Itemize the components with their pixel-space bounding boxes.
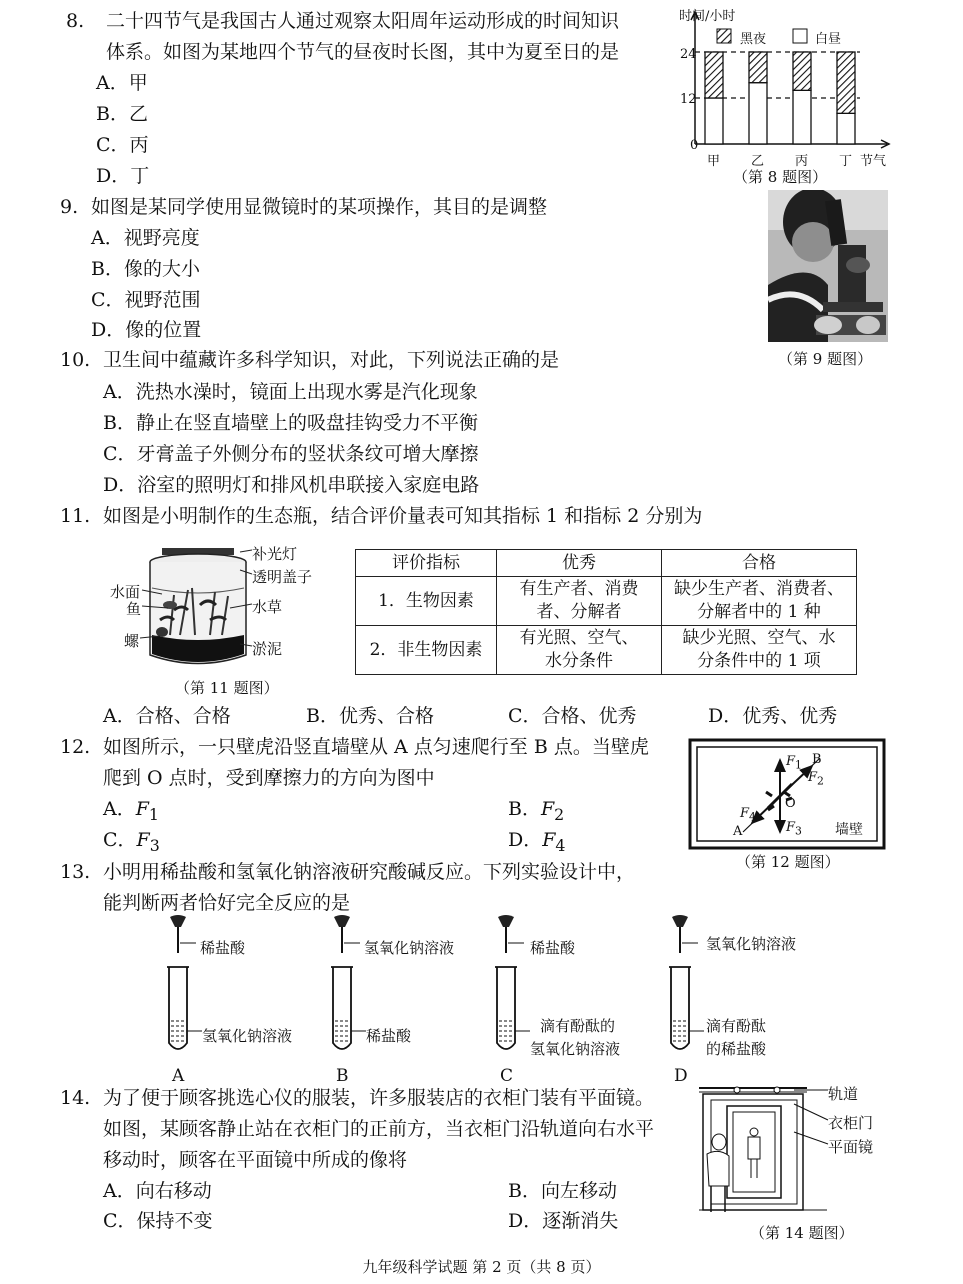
q9-option-d: D．像的位置 xyxy=(91,319,202,341)
setup-a-dropper-label: 稀盐酸 xyxy=(200,939,246,957)
xtick-jia: 甲 xyxy=(707,154,721,169)
q9-option-a: A．视野亮度 xyxy=(91,227,200,249)
microscope-photo xyxy=(768,190,888,342)
bar-day-3 xyxy=(793,90,811,144)
q12-stem-line1: 如图所示，一只壁虎沿竖直墙壁从 A 点匀速爬行至 B 点。当壁虎 xyxy=(103,736,649,758)
setup-d-letter: D xyxy=(674,1066,688,1086)
setup-b-tube-label: 稀盐酸 xyxy=(366,1027,412,1045)
q10-option-b: B．静止在竖直墙壁上的吸盘挂钩受力不平衡 xyxy=(103,412,478,434)
q12-option-d: D．$F_4$ xyxy=(508,829,566,855)
fig-label-b: B xyxy=(812,752,822,767)
setup-d-tube-label-1: 滴有酚酞 xyxy=(706,1017,767,1035)
test-tube-3 xyxy=(497,967,515,1049)
label-snail: 螺 xyxy=(124,632,140,650)
q10-option-c: C．牙膏盖子外侧分布的竖状条纹可增大摩擦 xyxy=(103,443,479,465)
label-rail: 轨道 xyxy=(828,1085,859,1103)
q14-stem-line1: 为了便于顾客挑选心仪的服装，许多服装店的衣柜门装有平面镜。 xyxy=(103,1087,655,1109)
q14-caption: （第 14 题图） xyxy=(750,1224,854,1242)
q14-stem-line3: 移动时，顾客在平面镜中所成的像将 xyxy=(103,1149,408,1171)
evaluation-table xyxy=(355,549,857,675)
q11-option-a: A．合格、合格 xyxy=(103,705,231,727)
q14-option-d: D．逐渐消失 xyxy=(508,1210,619,1232)
q9-option-c: C．视野范围 xyxy=(91,289,201,311)
q12-option-a: A．$F_1$ xyxy=(103,798,159,824)
ytick-24: 24 xyxy=(680,47,697,62)
label-water: 水面 xyxy=(110,583,141,601)
q14-option-c: C．保持不变 xyxy=(103,1210,213,1232)
table-cell-index: 2．非生物因素 xyxy=(356,626,497,675)
dropper-bulb-2 xyxy=(334,915,350,927)
ytick-12: 12 xyxy=(680,92,697,107)
dropper-bulb-3 xyxy=(498,915,514,927)
q12-option-c: C．$F_3$ xyxy=(103,829,160,855)
q8-caption: （第 8 题图） xyxy=(733,168,828,186)
table-cell-good: 有光照、空气、 水分条件 xyxy=(497,626,662,675)
setup-b-dropper-label: 氢氧化钠溶液 xyxy=(364,939,455,957)
legend-night-label: 黑夜 xyxy=(740,32,767,47)
q10-option-a: A．洗热水澡时，镜面上出现水雾是汽化现象 xyxy=(103,381,478,403)
label-door: 衣柜门 xyxy=(828,1114,874,1132)
bar-night-2 xyxy=(749,52,767,83)
bar-night-1 xyxy=(705,52,723,98)
q13-stem-line2: 能判断两者恰好完全反应的是 xyxy=(103,892,351,914)
q10-stem: 卫生间中蕴藏许多科学知识，对此，下列说法正确的是 xyxy=(103,349,560,371)
q8-option-c: C．丙 xyxy=(96,134,149,156)
q12-option-b: B．$F_2$ xyxy=(508,798,565,824)
q11-caption: （第 11 题图） xyxy=(175,679,279,697)
setup-d-dropper-label: 氢氧化钠溶液 xyxy=(706,935,797,953)
q12-number: 12. xyxy=(60,736,91,758)
label-grass: 水草 xyxy=(252,598,283,616)
test-tube-2 xyxy=(333,967,351,1049)
setup-a-letter: A xyxy=(172,1066,185,1086)
test-tube-4 xyxy=(671,967,689,1049)
table-cell-index: 1．生物因素 xyxy=(356,577,497,626)
legend-night-swatch xyxy=(717,29,731,43)
bar-day-2 xyxy=(749,83,767,144)
q8-number: 8. xyxy=(66,10,85,32)
q8-option-b: B．乙 xyxy=(96,103,148,125)
fig-label-a: A xyxy=(733,824,743,839)
q11-stem: 如图是小明制作的生态瓶，结合评价量表可知其指标 1 和指标 2 分别为 xyxy=(103,505,703,527)
bar-night-4 xyxy=(837,52,855,113)
dropper-bulb-1 xyxy=(170,915,186,927)
legend-day-swatch xyxy=(793,29,807,43)
setup-d-tube-label-2: 的稀盐酸 xyxy=(706,1040,767,1058)
wardrobe-leader-lines xyxy=(790,1082,830,1152)
table-cell-good: 有生产者、消费 者、分解者 xyxy=(497,577,662,626)
q8-stem-line1: 二十四节气是我国古人通过观察太阳周年运动形成的时间知识 xyxy=(106,10,620,32)
q10-number: 10. xyxy=(60,349,91,371)
chart-ylabel: 时间/小时 xyxy=(679,9,736,24)
fig-label-f4: $F_4$ xyxy=(740,806,756,824)
label-mud: 淤泥 xyxy=(252,640,283,658)
q9-number: 9. xyxy=(60,196,79,218)
setup-c-dropper-label: 稀盐酸 xyxy=(530,939,576,957)
setup-a-tube-label: 氢氧化钠溶液 xyxy=(202,1027,293,1045)
table-cell-pass: 缺少生产者、消费者、 分解者中的 1 种 xyxy=(662,577,857,626)
label-lamp: 补光灯 xyxy=(252,545,298,563)
q12-stem-line2: 爬到 O 点时，受到摩擦力的方向为图中 xyxy=(103,767,435,789)
fig-label-f3: $F_3$ xyxy=(786,820,802,838)
q11-option-c: C．合格、优秀 xyxy=(508,705,637,727)
q8-option-a: A．甲 xyxy=(96,72,148,94)
q8-stem-line2: 体系。如图为某地四个节气的昼夜时长图，其中为夏至日的是 xyxy=(106,41,620,63)
q14-stem-line2: 如图，某顾客静止站在衣柜门的正前方，当衣柜门沿轨道向右水平 xyxy=(103,1118,655,1140)
q11-number: 11. xyxy=(60,505,91,527)
xtick-ding: 丁 xyxy=(839,154,853,169)
q11-option-b: B．优秀、合格 xyxy=(306,705,434,727)
q10-option-d: D．浴室的照明灯和排风机串联接入家庭电路 xyxy=(103,474,480,496)
table-header-index: 评价指标 xyxy=(356,550,497,577)
q9-caption: （第 9 题图） xyxy=(778,350,873,368)
q14-number: 14. xyxy=(60,1087,91,1109)
label-fish: 鱼 xyxy=(126,600,142,618)
bar-day-4 xyxy=(837,113,855,144)
ytick-0: 0 xyxy=(690,138,699,153)
bar-day-1 xyxy=(705,98,723,144)
table-row xyxy=(356,626,857,675)
bar-night-3 xyxy=(793,52,811,90)
table-header-good: 优秀 xyxy=(497,550,662,577)
xtick-yi: 乙 xyxy=(751,154,765,169)
table-header-pass: 合格 xyxy=(662,550,857,577)
q8-option-d: D．丁 xyxy=(96,165,150,187)
setup-c-tube-label-2: 氢氧化钠溶液 xyxy=(530,1040,621,1058)
q9-stem: 如图是某同学使用显微镜时的某项操作，其目的是调整 xyxy=(91,196,548,218)
q13-stem-line1: 小明用稀盐酸和氢氧化钠溶液研究酸碱反应。下列实验设计中， xyxy=(103,861,636,883)
label-mirror: 平面镜 xyxy=(828,1138,874,1156)
legend-day-label: 白昼 xyxy=(815,32,842,47)
setup-b-letter: B xyxy=(336,1066,349,1086)
q9-option-b: B．像的大小 xyxy=(91,258,200,280)
fig-label-f1: $F_1$ xyxy=(786,754,802,772)
setup-c-letter: C xyxy=(500,1066,514,1086)
q11-option-d: D．优秀、优秀 xyxy=(708,705,838,727)
test-tube-1 xyxy=(169,967,187,1049)
fig-label-o: O xyxy=(785,796,796,811)
fig-label-wall: 墙壁 xyxy=(835,822,863,838)
q14-option-b: B．向左移动 xyxy=(508,1180,617,1202)
setup-c-tube-label-1: 滴有酚酞的 xyxy=(540,1017,616,1035)
chart-xlabel: 节气 xyxy=(860,154,887,169)
fig-label-f2: $F_2$ xyxy=(808,770,824,788)
q12-caption: （第 12 题图） xyxy=(736,853,840,871)
xtick-bing: 丙 xyxy=(795,154,809,169)
label-lid: 透明盖子 xyxy=(252,568,313,586)
eco-bottle-leader-lines xyxy=(100,540,260,660)
page-footer: 九年级科学试题 第 2 页（共 8 页） xyxy=(362,1258,601,1276)
q14-option-a: A．向右移动 xyxy=(103,1180,212,1202)
q13-number: 13. xyxy=(60,861,91,883)
table-cell-pass: 缺少光照、空气、水 分条件中的 1 项 xyxy=(662,626,857,675)
dropper-bulb-4 xyxy=(672,915,688,927)
table-row xyxy=(356,577,857,626)
